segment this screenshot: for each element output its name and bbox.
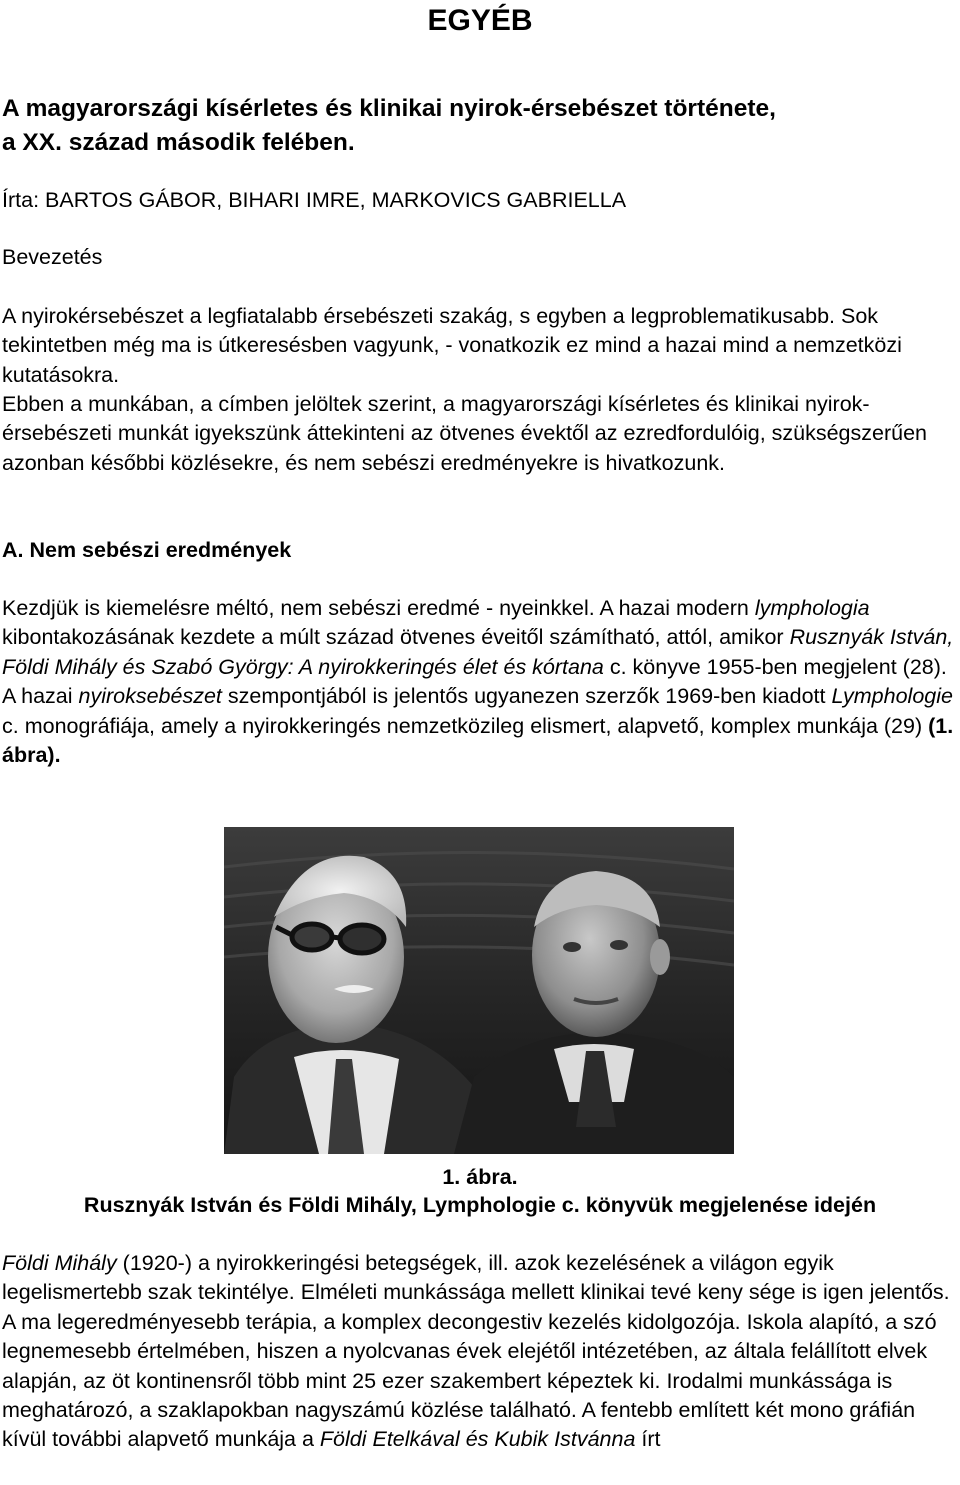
section-title: EGYÉB xyxy=(427,4,533,37)
section-a-text-4: szempontjából is jelentős ugyanezen szerzők 1969-ben kiadott xyxy=(221,684,832,709)
section-a-heading: A. Nem sebészi eredmények xyxy=(2,538,292,562)
closing-text-1: (1920-) a nyirokkeringési betegségek, ill. azok kezelésének a világon egyik legelismertebb szak tekintélye. Elméleti munkássága mellett klinikai tevé keny sége is igen jelentős. A ma legeredményesebb terápia, a komplex decongestiv kezelés kidolgozója. Iskola alapító, a szó legnemesebb értelmében, hiszen a nyolcvanas évek elejétől intézetében, az általa felállított elvek alapján, az öt kontinensről több mint 25 ezer szakembert képeztek ki. Irodalmi munkássága is meghatározó, a szaklapokban nagyszámú közlése található. A fentebb említett két mono gráfián kívül további alapvető munkája a xyxy=(2,1251,950,1452)
intro-paragraph-1: A nyirokérsebészet a legfiatalabb érsebészeti szakág, s egyben a legproblematikusabb. Sok tekintetben még ma is útkeresésben vagyunk, - vonatkozik ez mind a hazai mind a nemzetközi kutatásokra. xyxy=(2,304,902,387)
section-a-text-1: Kezdjük is kiemelésre méltó, nem sebészi eredmé - nyeinkkel. A hazai modern xyxy=(2,596,755,620)
figure-number: 1. ábra. xyxy=(442,1165,518,1189)
closing-coauthors: Földi Etelkával és Kubik Istvánna xyxy=(319,1427,636,1452)
section-a-term-lymphologia: lymphologia xyxy=(754,596,870,620)
section-a-paragraph xyxy=(2,594,958,770)
section-a-text-2: kibontakozásának kezdete a múlt század ötvenes éveitől számítható, attól, amikor xyxy=(2,625,790,650)
closing-text-2: írt xyxy=(635,1427,661,1452)
figure-caption: Rusznyák István és Földi Mihály, Lymphologie c. könyvük megjelenése idején xyxy=(83,1193,877,1217)
section-a-term-nyiroksebeszet: nyiroksebészet xyxy=(78,684,222,709)
portrait-photo-image xyxy=(224,827,734,1154)
section-a-book-title: Rusznyák István, Földi Mihály és Szabó György: A nyirokkeringés élet és kórtana xyxy=(2,625,954,679)
closing-paragraph xyxy=(2,1249,958,1455)
section-a-text-3: c. könyve 1955-ben megjelent (28). A hazai xyxy=(2,654,947,709)
article-title xyxy=(2,92,957,160)
article-title-line-1: A magyarországi kísérletes és klinikai nyirok-érsebészet története, xyxy=(2,95,776,122)
article-title-line-2: a XX. század második felében. xyxy=(2,129,355,156)
intro-paragraph-2: Ebben a munkában, a címben jelöltek szerint, a magyarországi kísérletes és klinikai nyirok-érsebészeti munkát igyekszünk áttekinteni az ötvenes évektől az ezredfordulóig, szükségszerűen azonban későbbi közlésekre, és nem sebészi eredményekre is hivatkozunk. xyxy=(2,392,928,475)
figure-photo xyxy=(224,827,734,1154)
closing-name-foldi-mihaly: Földi Mihály xyxy=(2,1251,117,1275)
authors-line: Írta: BARTOS GÁBOR, BIHARI IMRE, MARKOVICS GABRIELLA xyxy=(2,188,627,212)
section-a-figure-ref: (1. ábra). xyxy=(2,713,954,768)
section-a-text-5: c. monográfiája, amely a nyirokkeringés nemzetközileg elismert, alapvető, komplex munkája (29) xyxy=(2,713,929,738)
intro-heading: Bevezetés xyxy=(2,245,103,269)
section-a-term-lymphologie: Lymphologie xyxy=(831,684,953,709)
